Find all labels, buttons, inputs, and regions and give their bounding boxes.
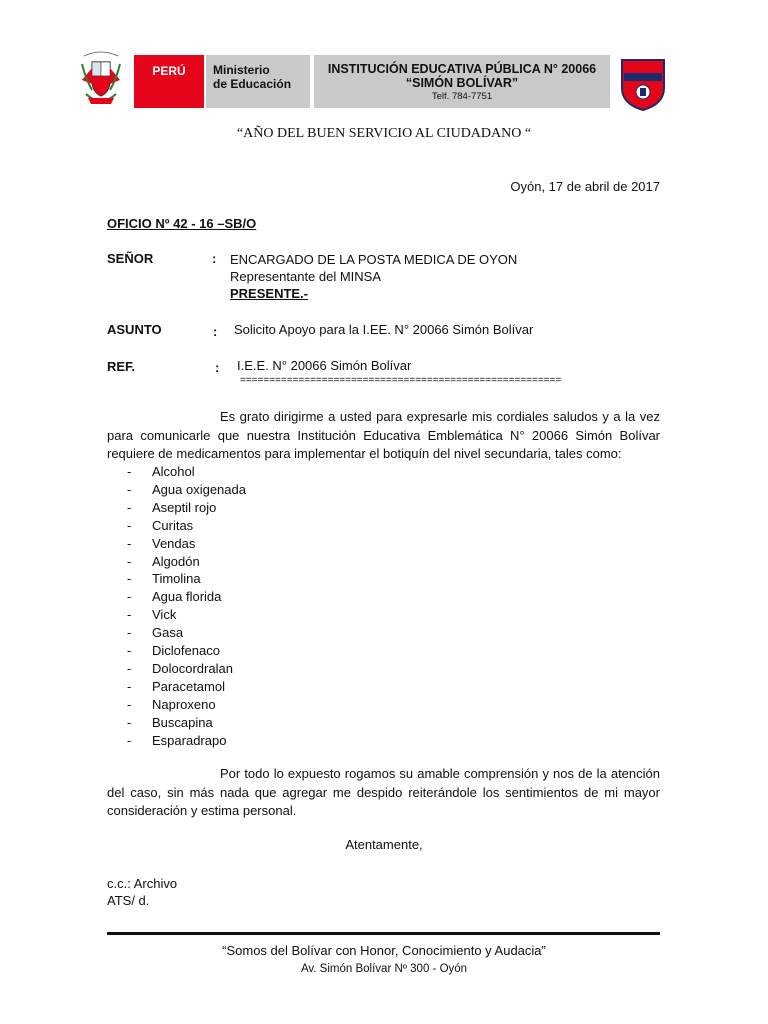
body-paragraph-text: Es grato dirigirme a usted para expresarle mis cordiales saludos y a la vez para comunicarle que nuestra Institución Educativa Emblemática N° 20066 Simón Bolívar requiere de medicamentos para implementar el botiquín del nivel secundaria, tales como: <box>107 409 660 461</box>
asunto-value: Solicito Apoyo para la I.EE. N° 20066 Simón Bolívar <box>234 322 534 337</box>
senor-recipient <box>230 251 517 302</box>
closing-paragraph <box>107 765 660 821</box>
ministry-line-2: de Educación <box>213 77 292 91</box>
ref-label: REF. <box>107 359 136 374</box>
closing-paragraph-text: Por todo lo expuesto rogamos su amable comprensión y nos de la atención del caso, sin más nada que agregar me despido reiterándole los sentimientos de mi mayor consideración y estima personal. <box>107 766 660 818</box>
body-paragraph <box>107 408 660 464</box>
senor-label: SEÑOR <box>107 251 154 266</box>
letter-date: Oyón, 17 de abril de 2017 <box>510 179 660 194</box>
ref-value: I.E.E. N° 20066 Simón Bolívar <box>237 358 412 373</box>
footer-divider <box>107 932 660 935</box>
cc-line-2: ATS/ d. <box>107 893 150 908</box>
list-item: - Alcohol <box>127 464 195 479</box>
senor-line-1: ENCARGADO DE LA POSTA MEDICA DE OYON <box>230 252 518 267</box>
year-title: “AÑO DEL BUEN SERVICIO AL CIUDADANO “ <box>236 126 532 141</box>
institution-subname: “SIMÓN BOLÍVAR” <box>405 76 519 90</box>
list-item: - Paracetamol <box>127 678 225 694</box>
institution-phone: Telf. 784-7751 <box>431 91 493 102</box>
senor-line-2: Representante del MINSA <box>230 269 382 284</box>
closing-salutation: Atentamente, <box>345 837 423 852</box>
peru-badge: PERÚ <box>134 55 204 108</box>
institution-header <box>314 55 610 108</box>
footer-motto: “Somos del Bolívar con Honor, Conocimiento y Audacia” <box>222 943 546 958</box>
list-item: - Naproxeno <box>127 696 216 712</box>
list-item: - Algodón <box>127 553 200 569</box>
list-item: - Esparadrapo <box>127 732 227 748</box>
peru-coat-of-arms-logo <box>78 50 124 110</box>
institution-name: INSTITUCIÓN EDUCATIVA PÚBLICA N° 20066 <box>327 62 597 76</box>
ministry-line-1: Ministerio <box>213 63 270 77</box>
list-item: - Vendas <box>127 535 196 551</box>
ministry-badge <box>206 55 310 108</box>
list-item: - Aseptil rojo <box>127 499 217 515</box>
asunto-colon: : <box>213 324 218 339</box>
asunto-label: ASUNTO <box>107 322 162 337</box>
copy-notation <box>107 875 177 909</box>
presente-line: PRESENTE.- <box>230 286 309 301</box>
footer-address: Av. Simón Bolívar Nº 300 - Oyón <box>300 963 468 975</box>
list-item: - Timolina <box>127 571 201 587</box>
list-item: - Curitas <box>127 517 194 533</box>
list-item: - Diclofenaco <box>127 643 220 659</box>
list-item: - Agua florida <box>127 589 222 605</box>
list-item: - Agua oxigenada <box>127 481 246 497</box>
list-item: - Gasa <box>127 625 184 641</box>
ref-underline: ======================================================= <box>240 375 562 386</box>
oficio-number: OFICIO Nº 42 - 16 –SB/O <box>107 216 257 231</box>
list-item: - Dolocordralan <box>127 660 233 676</box>
cc-line-1: c.c.: Archivo <box>107 876 178 891</box>
senor-colon: : <box>212 251 217 266</box>
medication-list <box>127 463 246 750</box>
school-shield-logo <box>620 58 666 112</box>
list-item: - Vick <box>127 607 177 623</box>
ref-colon: : <box>215 360 220 375</box>
list-item: - Buscapina <box>127 714 213 730</box>
